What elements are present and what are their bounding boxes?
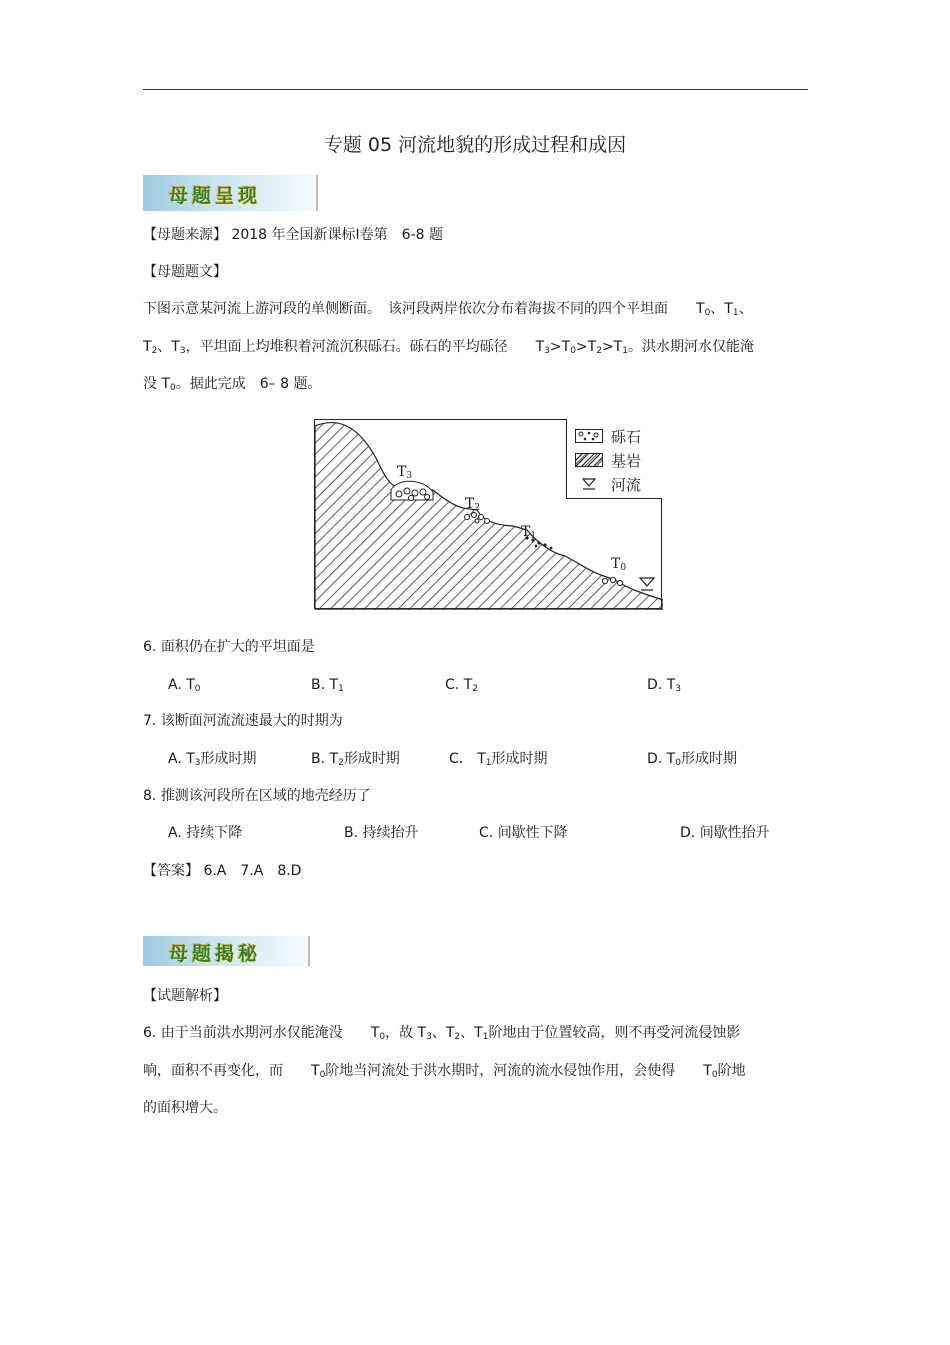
question-8: 8. 推测该河段所在区域的地壳经历了 — [143, 788, 371, 804]
analysis-line-2: 响，面积不再变化，而 $T_0$阶地当河流处于洪水期时，河流的流水侵蚀作用，会使得 $T_0$阶地 — [143, 1063, 746, 1080]
banner-bottom — [143, 936, 310, 966]
q8-option-b: B. 持续抬升 — [344, 825, 419, 841]
intro-line-3: 没 $T_0$。据此完成 6– 8 题。 — [143, 376, 322, 393]
q6-option-d: D. $T_3$ — [647, 677, 681, 694]
question-6: 6. 面积仍在扩大的平坦面是 — [143, 639, 315, 655]
page-title: 专题 05 河流地貌的形成过程和成因 — [323, 134, 627, 156]
q7-option-d: D. $T_0$形成时期 — [647, 751, 737, 768]
source-line: 【母题来源】 2018 年全国新课标Ⅰ卷第 6-8 题 — [143, 227, 443, 243]
answer-line: 【答案】 6.A 7.A 8.D — [143, 863, 302, 879]
figure-legend — [566, 419, 662, 499]
bedrock-icon — [575, 453, 603, 467]
q8-option-a: A. 持续下降 — [168, 825, 243, 841]
question-7: 7. 该断面河流流速最大的时期为 — [143, 713, 343, 729]
analysis-line-3: 的面积增大。 — [143, 1100, 227, 1116]
q8-option-d: D. 间歇性抬升 — [680, 825, 770, 841]
legend-gravel: 砾石 — [575, 426, 641, 446]
q6-option-b: B. $T_1$ — [311, 677, 344, 694]
river-symbol-in-figure — [640, 578, 654, 590]
terrace-label-t2: $T_2$ — [465, 496, 481, 513]
terrace-label-t1: $T_1$ — [521, 524, 537, 541]
legend-river: 河流 — [575, 474, 641, 494]
banner-top — [143, 175, 318, 211]
q8-option-c: C. 间歇性下降 — [479, 825, 568, 841]
analysis-line-1: 6. 由于当前洪水期河水仅能淹没 $T_0$，故 $T_3$、$T_2$、$T_1$阶地由于位置较高，则不再受河流侵蚀影 — [143, 1025, 741, 1042]
q7-option-b: B. $T_2$形成时期 — [311, 751, 400, 768]
terrace-label-t3: $T_3$ — [397, 464, 413, 481]
question-label: 【母题题文】 — [143, 264, 227, 280]
banner-bottom-label: 母题揭秘 — [169, 943, 262, 965]
q7-option-c: C． $T_1$形成时期 — [449, 751, 548, 768]
q7-option-a: A. $T_3$形成时期 — [168, 751, 257, 768]
header-rule — [143, 89, 808, 90]
q6-option-c: C. $T_2$ — [445, 677, 478, 694]
banner-top-label: 母题呈现 — [169, 185, 262, 207]
intro-line-1: 下图示意某河流上游河段的单侧断面。 该河段两岸依次分布着海拔不同的四个平坦面 $T_0$、$T_1$、 — [143, 301, 753, 318]
gravel-t3 — [391, 481, 433, 500]
terrace-label-t0: $T_0$ — [611, 556, 627, 573]
intro-line-2: $T_2$、$T_3$，平坦面上均堆积着河流沉积砾石。砾石的平均砾径 $T_3>T_0>T_2>T_1$。洪水期河水仅能淹 — [143, 339, 754, 356]
legend-bedrock: 基岩 — [575, 450, 641, 470]
analysis-label: 【试题解析】 — [143, 988, 227, 1004]
river-icon — [575, 477, 603, 491]
q6-option-a: A. $T_0$ — [168, 677, 201, 694]
gravel-icon — [575, 429, 603, 443]
